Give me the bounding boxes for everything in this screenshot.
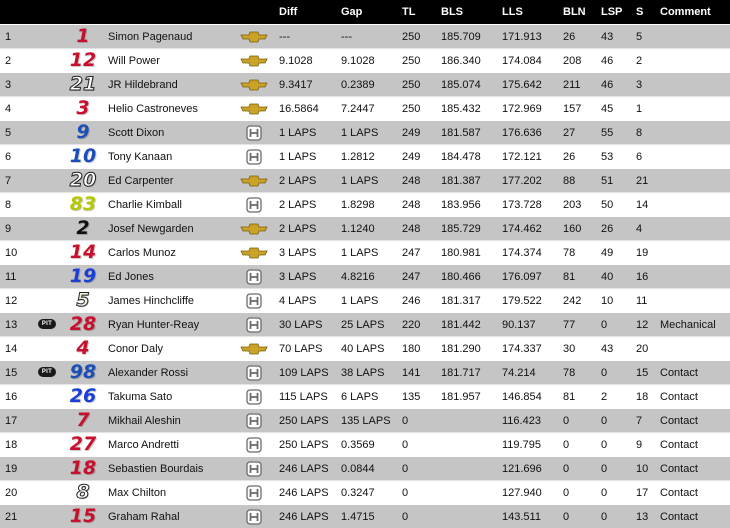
best-lap-number-cell: 26 [563,31,576,43]
comment-cell: Contact [660,487,698,499]
honda-icon [240,149,268,165]
car-number: 9 [76,121,90,143]
best-lap-number-cell: 0 [563,487,570,499]
best-lap-speed-cell: 181.442 [441,319,481,331]
driver-name: Alexander Rossi [108,367,189,379]
comment-cell: Contact [660,391,698,403]
position-cell: 6 [5,151,12,163]
total-laps-cell: 0 [402,463,409,475]
honda-icon [240,365,268,381]
diff-cell: 109 LAPS [279,367,329,379]
best-lap-number-cell: 0 [563,439,570,451]
position-cell: 13 [5,319,18,331]
last-lap-speed-cell: 121.696 [502,463,542,475]
best-lap-number-cell: 81 [563,391,576,403]
gap-cell: 1 LAPS [341,247,379,259]
column-header-bar [0,0,730,24]
driver-name: Ed Carpenter [108,175,174,187]
last-lap-speed-position-cell: 0 [601,487,608,499]
gap-cell: 4.8216 [341,271,375,283]
driver-name: Helio Castroneves [108,103,198,115]
total-laps-cell: 141 [402,367,421,379]
last-lap-speed-cell: 174.374 [502,247,542,259]
start-position-cell: 13 [636,511,649,523]
table-row[interactable] [0,408,730,432]
best-lap-number-cell: 242 [563,295,582,307]
total-laps-cell: 248 [402,223,421,235]
diff-cell: 246 LAPS [279,463,329,475]
chevrolet-icon [240,101,268,117]
driver-name: Mikhail Aleshin [108,415,181,427]
position-cell: 1 [5,31,12,43]
gap-cell: 1.2812 [341,151,375,163]
last-lap-speed-position-cell: 10 [601,295,614,307]
diff-cell: 115 LAPS [279,391,328,403]
table-row[interactable] [0,384,730,408]
diff-cell: 3 LAPS [279,271,317,283]
driver-name: Marco Andretti [108,439,179,451]
diff-cell: 2 LAPS [279,223,317,235]
honda-icon [240,197,268,213]
column-header-comment[interactable]: Comment [660,6,711,18]
comment-cell: Mechanical [660,319,716,331]
diff-cell: 30 LAPS [279,319,323,331]
start-position-cell: 12 [636,319,649,331]
driver-name: Conor Daly [108,343,164,355]
last-lap-speed-cell: 177.202 [502,175,542,187]
comment-cell: Contact [660,463,698,475]
driver-name: Simon Pagenaud [108,31,193,43]
table-row[interactable] [0,312,730,336]
diff-cell: 2 LAPS [279,199,317,211]
honda-icon [240,317,268,333]
best-lap-number-cell: 88 [563,175,576,187]
position-cell: 17 [5,415,18,427]
total-laps-cell: 248 [402,199,421,211]
start-position-cell: 2 [636,55,643,67]
driver-name: Ryan Hunter-Reay [108,319,200,331]
total-laps-cell: 135 [402,391,421,403]
pit-badge: PIT [38,319,56,329]
total-laps-cell: 248 [402,175,421,187]
table-row[interactable] [0,24,730,48]
gap-cell: 7.2447 [341,103,375,115]
start-position-cell: 21 [636,175,649,187]
diff-cell: 9.3417 [279,79,313,91]
column-header-gap[interactable]: Gap [341,6,363,18]
diff-cell: 250 LAPS [279,415,329,427]
best-lap-speed-cell: 185.709 [441,31,481,43]
chevrolet-icon [240,221,268,237]
gap-cell: 0.3569 [341,439,375,451]
diff-cell: 250 LAPS [279,439,329,451]
total-laps-cell: 0 [402,487,409,499]
car-number: 12 [69,49,97,71]
table-row[interactable] [0,72,730,96]
best-lap-speed-cell: 185.729 [441,223,481,235]
driver-name: Josef Newgarden [108,223,194,235]
table-row[interactable] [0,504,730,528]
position-cell: 21 [5,511,18,523]
last-lap-speed-position-cell: 0 [601,319,608,331]
honda-icon [240,413,268,429]
best-lap-number-cell: 208 [563,55,582,67]
best-lap-speed-cell: 180.466 [441,271,481,283]
best-lap-number-cell: 81 [563,271,576,283]
gap-cell: 40 LAPS [341,343,385,355]
start-position-cell: 11 [636,295,648,307]
total-laps-cell: 250 [402,31,421,43]
start-position-cell: 4 [636,223,643,235]
total-laps-cell: 250 [402,55,421,67]
last-lap-speed-position-cell: 0 [601,439,608,451]
start-position-cell: 18 [636,391,649,403]
best-lap-speed-cell: 186.340 [441,55,481,67]
honda-icon [240,269,268,285]
start-position-cell: 6 [636,151,643,163]
driver-name: Ed Jones [108,271,154,283]
gap-cell: 1.1240 [341,223,375,235]
position-cell: 9 [5,223,12,235]
best-lap-speed-cell: 184.478 [441,151,481,163]
gap-cell: 0.0844 [341,463,375,475]
driver-name: JR Hildebrand [108,79,178,91]
car-number: 2 [76,217,90,239]
car-number: 4 [76,337,90,359]
gap-cell: 0.3247 [341,487,375,499]
best-lap-number-cell: 78 [563,247,576,259]
chevrolet-icon [240,341,268,357]
total-laps-cell: 180 [402,343,421,355]
last-lap-speed-cell: 171.913 [502,31,542,43]
gap-cell: 9.1028 [341,55,375,67]
total-laps-cell: 249 [402,151,421,163]
best-lap-speed-cell: 183.956 [441,199,481,211]
last-lap-speed-position-cell: 50 [601,199,614,211]
honda-icon [240,125,268,141]
gap-cell: 25 LAPS [341,319,385,331]
driver-name: Graham Rahal [108,511,180,523]
last-lap-speed-cell: 174.337 [502,343,542,355]
driver-name: Charlie Kimball [108,199,182,211]
last-lap-speed-position-cell: 45 [601,103,614,115]
total-laps-cell: 249 [402,127,421,139]
diff-cell: 246 LAPS [279,487,329,499]
total-laps-cell: 220 [402,319,421,331]
diff-cell: 4 LAPS [279,295,317,307]
best-lap-speed-cell: 185.074 [441,79,481,91]
car-number: 14 [69,241,97,263]
position-cell: 14 [5,343,18,355]
best-lap-number-cell: 77 [563,319,576,331]
car-number: 20 [69,169,97,191]
diff-cell: 2 LAPS [279,175,317,187]
car-number: 19 [69,265,97,287]
chevrolet-icon [240,53,268,69]
honda-icon [240,461,268,477]
diff-cell: 246 LAPS [279,511,329,523]
column-header-tl[interactable]: TL [402,6,416,18]
last-lap-speed-position-cell: 43 [601,31,614,43]
position-cell: 12 [5,295,18,307]
total-laps-cell: 0 [402,439,409,451]
comment-cell: Contact [660,439,698,451]
car-number: 28 [69,313,97,335]
table-row[interactable] [0,216,730,240]
table-row[interactable] [0,288,730,312]
table-row[interactable] [0,96,730,120]
best-lap-number-cell: 0 [563,511,570,523]
last-lap-speed-position-cell: 51 [601,175,614,187]
honda-icon [240,485,268,501]
position-cell: 15 [5,367,18,379]
position-cell: 8 [5,199,12,211]
best-lap-speed-cell: 181.717 [441,367,481,379]
chevrolet-icon [240,29,268,45]
start-position-cell: 10 [636,463,649,475]
best-lap-number-cell: 203 [563,199,582,211]
start-position-cell: 3 [636,79,643,91]
total-laps-cell: 246 [402,295,421,307]
last-lap-speed-position-cell: 0 [601,415,608,427]
honda-icon [240,509,268,525]
car-number: 10 [69,145,97,167]
car-number: 26 [69,385,97,407]
honda-icon [240,389,268,405]
best-lap-speed-cell: 180.981 [441,247,481,259]
last-lap-speed-cell: 119.795 [502,439,541,451]
last-lap-speed-position-cell: 0 [601,367,608,379]
best-lap-speed-cell: 181.290 [441,343,481,355]
table-row[interactable] [0,168,730,192]
gap-cell: 6 LAPS [341,391,379,403]
best-lap-number-cell: 160 [563,223,582,235]
start-position-cell: 9 [636,439,643,451]
comment-cell: Contact [660,511,698,523]
driver-name: Takuma Sato [108,391,173,403]
gap-cell: 1.4715 [341,511,375,523]
table-row[interactable] [0,360,730,384]
last-lap-speed-cell: 176.636 [502,127,542,139]
table-row[interactable] [0,480,730,504]
last-lap-speed-cell: 174.084 [502,55,542,67]
table-row[interactable] [0,144,730,168]
driver-name: Will Power [108,55,160,67]
gap-cell: 38 LAPS [341,367,385,379]
comment-cell: Contact [660,367,698,379]
car-number: 3 [76,97,90,119]
table-row[interactable] [0,456,730,480]
diff-cell: 1 LAPS [279,127,317,139]
start-position-cell: 15 [636,367,649,379]
best-lap-number-cell: 26 [563,151,576,163]
position-cell: 18 [5,439,18,451]
start-position-cell: 1 [636,103,643,115]
table-row[interactable] [0,240,730,264]
last-lap-speed-position-cell: 26 [601,223,614,235]
table-row[interactable] [0,336,730,360]
start-position-cell: 7 [636,415,643,427]
position-cell: 2 [5,55,12,67]
total-laps-cell: 250 [402,103,421,115]
diff-cell: --- [279,31,290,43]
start-position-cell: 20 [636,343,649,355]
best-lap-speed-cell: 181.317 [441,295,481,307]
start-position-cell: 19 [636,247,649,259]
car-number: 83 [69,193,97,215]
car-number: 15 [69,505,97,527]
table-row[interactable] [0,264,730,288]
last-lap-speed-position-cell: 46 [601,79,614,91]
last-lap-speed-position-cell: 46 [601,55,614,67]
best-lap-speed-cell: 181.387 [441,175,481,187]
gap-cell: 1 LAPS [341,175,379,187]
position-cell: 10 [5,247,18,259]
best-lap-speed-cell: 181.587 [441,127,481,139]
gap-cell: 1.8298 [341,199,375,211]
gap-cell: 0.2389 [341,79,375,91]
chevrolet-icon [240,173,268,189]
last-lap-speed-cell: 172.121 [502,151,542,163]
comment-cell: Contact [660,415,698,427]
last-lap-speed-cell: 172.969 [502,103,542,115]
position-cell: 20 [5,487,18,499]
chevrolet-icon [240,245,268,261]
best-lap-number-cell: 0 [563,415,570,427]
column-header-lls[interactable]: LLS [502,6,523,18]
last-lap-speed-position-cell: 2 [601,391,608,403]
total-laps-cell: 0 [402,415,409,427]
start-position-cell: 5 [636,31,643,43]
best-lap-number-cell: 27 [563,127,576,139]
total-laps-cell: 247 [402,271,421,283]
car-number: 18 [69,457,97,479]
car-number: 98 [69,361,97,383]
position-cell: 11 [5,271,17,283]
diff-cell: 9.1028 [279,55,313,67]
last-lap-speed-cell: 116.423 [502,415,541,427]
best-lap-speed-cell: 185.432 [441,103,481,115]
diff-cell: 1 LAPS [279,151,317,163]
last-lap-speed-cell: 179.522 [502,295,542,307]
car-number: 27 [69,433,97,455]
total-laps-cell: 250 [402,79,421,91]
column-header-bls[interactable]: BLS [441,6,463,18]
gap-cell: --- [341,31,352,43]
position-cell: 5 [5,127,12,139]
driver-name: James Hinchcliffe [108,295,194,307]
position-cell: 7 [5,175,12,187]
gap-cell: 1 LAPS [341,127,379,139]
car-number: 8 [76,481,90,503]
last-lap-speed-cell: 146.854 [502,391,542,403]
best-lap-number-cell: 0 [563,463,570,475]
last-lap-speed-position-cell: 43 [601,343,614,355]
driver-name: Max Chilton [108,487,167,499]
table-row[interactable] [0,48,730,72]
start-position-cell: 8 [636,127,643,139]
position-cell: 19 [5,463,18,475]
column-header-bln[interactable]: BLN [563,6,586,18]
last-lap-speed-cell: 90.137 [502,319,536,331]
column-header-diff[interactable]: Diff [279,6,298,18]
total-laps-cell: 247 [402,247,421,259]
gap-cell: 1 LAPS [341,295,379,307]
last-lap-speed-cell: 176.097 [502,271,542,283]
honda-icon [240,437,268,453]
last-lap-speed-position-cell: 53 [601,151,614,163]
position-cell: 4 [5,103,12,115]
diff-cell: 16.5864 [279,103,319,115]
car-number: 1 [76,25,90,47]
gap-cell: 135 LAPS [341,415,391,427]
last-lap-speed-cell: 174.462 [502,223,542,235]
diff-cell: 3 LAPS [279,247,317,259]
diff-cell: 70 LAPS [279,343,323,355]
column-header-lsp[interactable]: LSP [601,6,623,18]
car-number: 21 [69,73,97,95]
table-row[interactable] [0,192,730,216]
last-lap-speed-position-cell: 49 [601,247,614,259]
column-header-s[interactable]: S [636,6,644,18]
chevrolet-icon [240,77,268,93]
last-lap-speed-position-cell: 40 [601,271,614,283]
best-lap-number-cell: 157 [563,103,582,115]
start-position-cell: 14 [636,199,649,211]
best-lap-number-cell: 78 [563,367,576,379]
driver-name: Sebastien Bourdais [108,463,204,475]
start-position-cell: 17 [636,487,649,499]
total-laps-cell: 0 [402,511,409,523]
position-cell: 16 [5,391,18,403]
driver-name: Carlos Munoz [108,247,176,259]
last-lap-speed-cell: 173.728 [502,199,542,211]
pit-badge: PIT [38,367,56,377]
driver-name: Scott Dixon [108,127,165,139]
last-lap-speed-cell: 175.642 [502,79,542,91]
car-number: 5 [76,289,90,311]
last-lap-speed-cell: 127.940 [502,487,542,499]
table-row[interactable] [0,432,730,456]
last-lap-speed-position-cell: 55 [601,127,614,139]
best-lap-number-cell: 211 [563,79,581,91]
position-cell: 3 [5,79,12,91]
start-position-cell: 16 [636,271,649,283]
driver-name: Tony Kanaan [108,151,173,163]
last-lap-speed-position-cell: 0 [601,511,608,523]
car-number: 7 [76,409,90,431]
honda-icon [240,293,268,309]
last-lap-speed-cell: 143.511 [502,511,541,523]
best-lap-speed-cell: 181.957 [441,391,481,403]
best-lap-number-cell: 30 [563,343,576,355]
last-lap-speed-cell: 74.214 [502,367,536,379]
table-row[interactable] [0,120,730,144]
last-lap-speed-position-cell: 0 [601,463,608,475]
